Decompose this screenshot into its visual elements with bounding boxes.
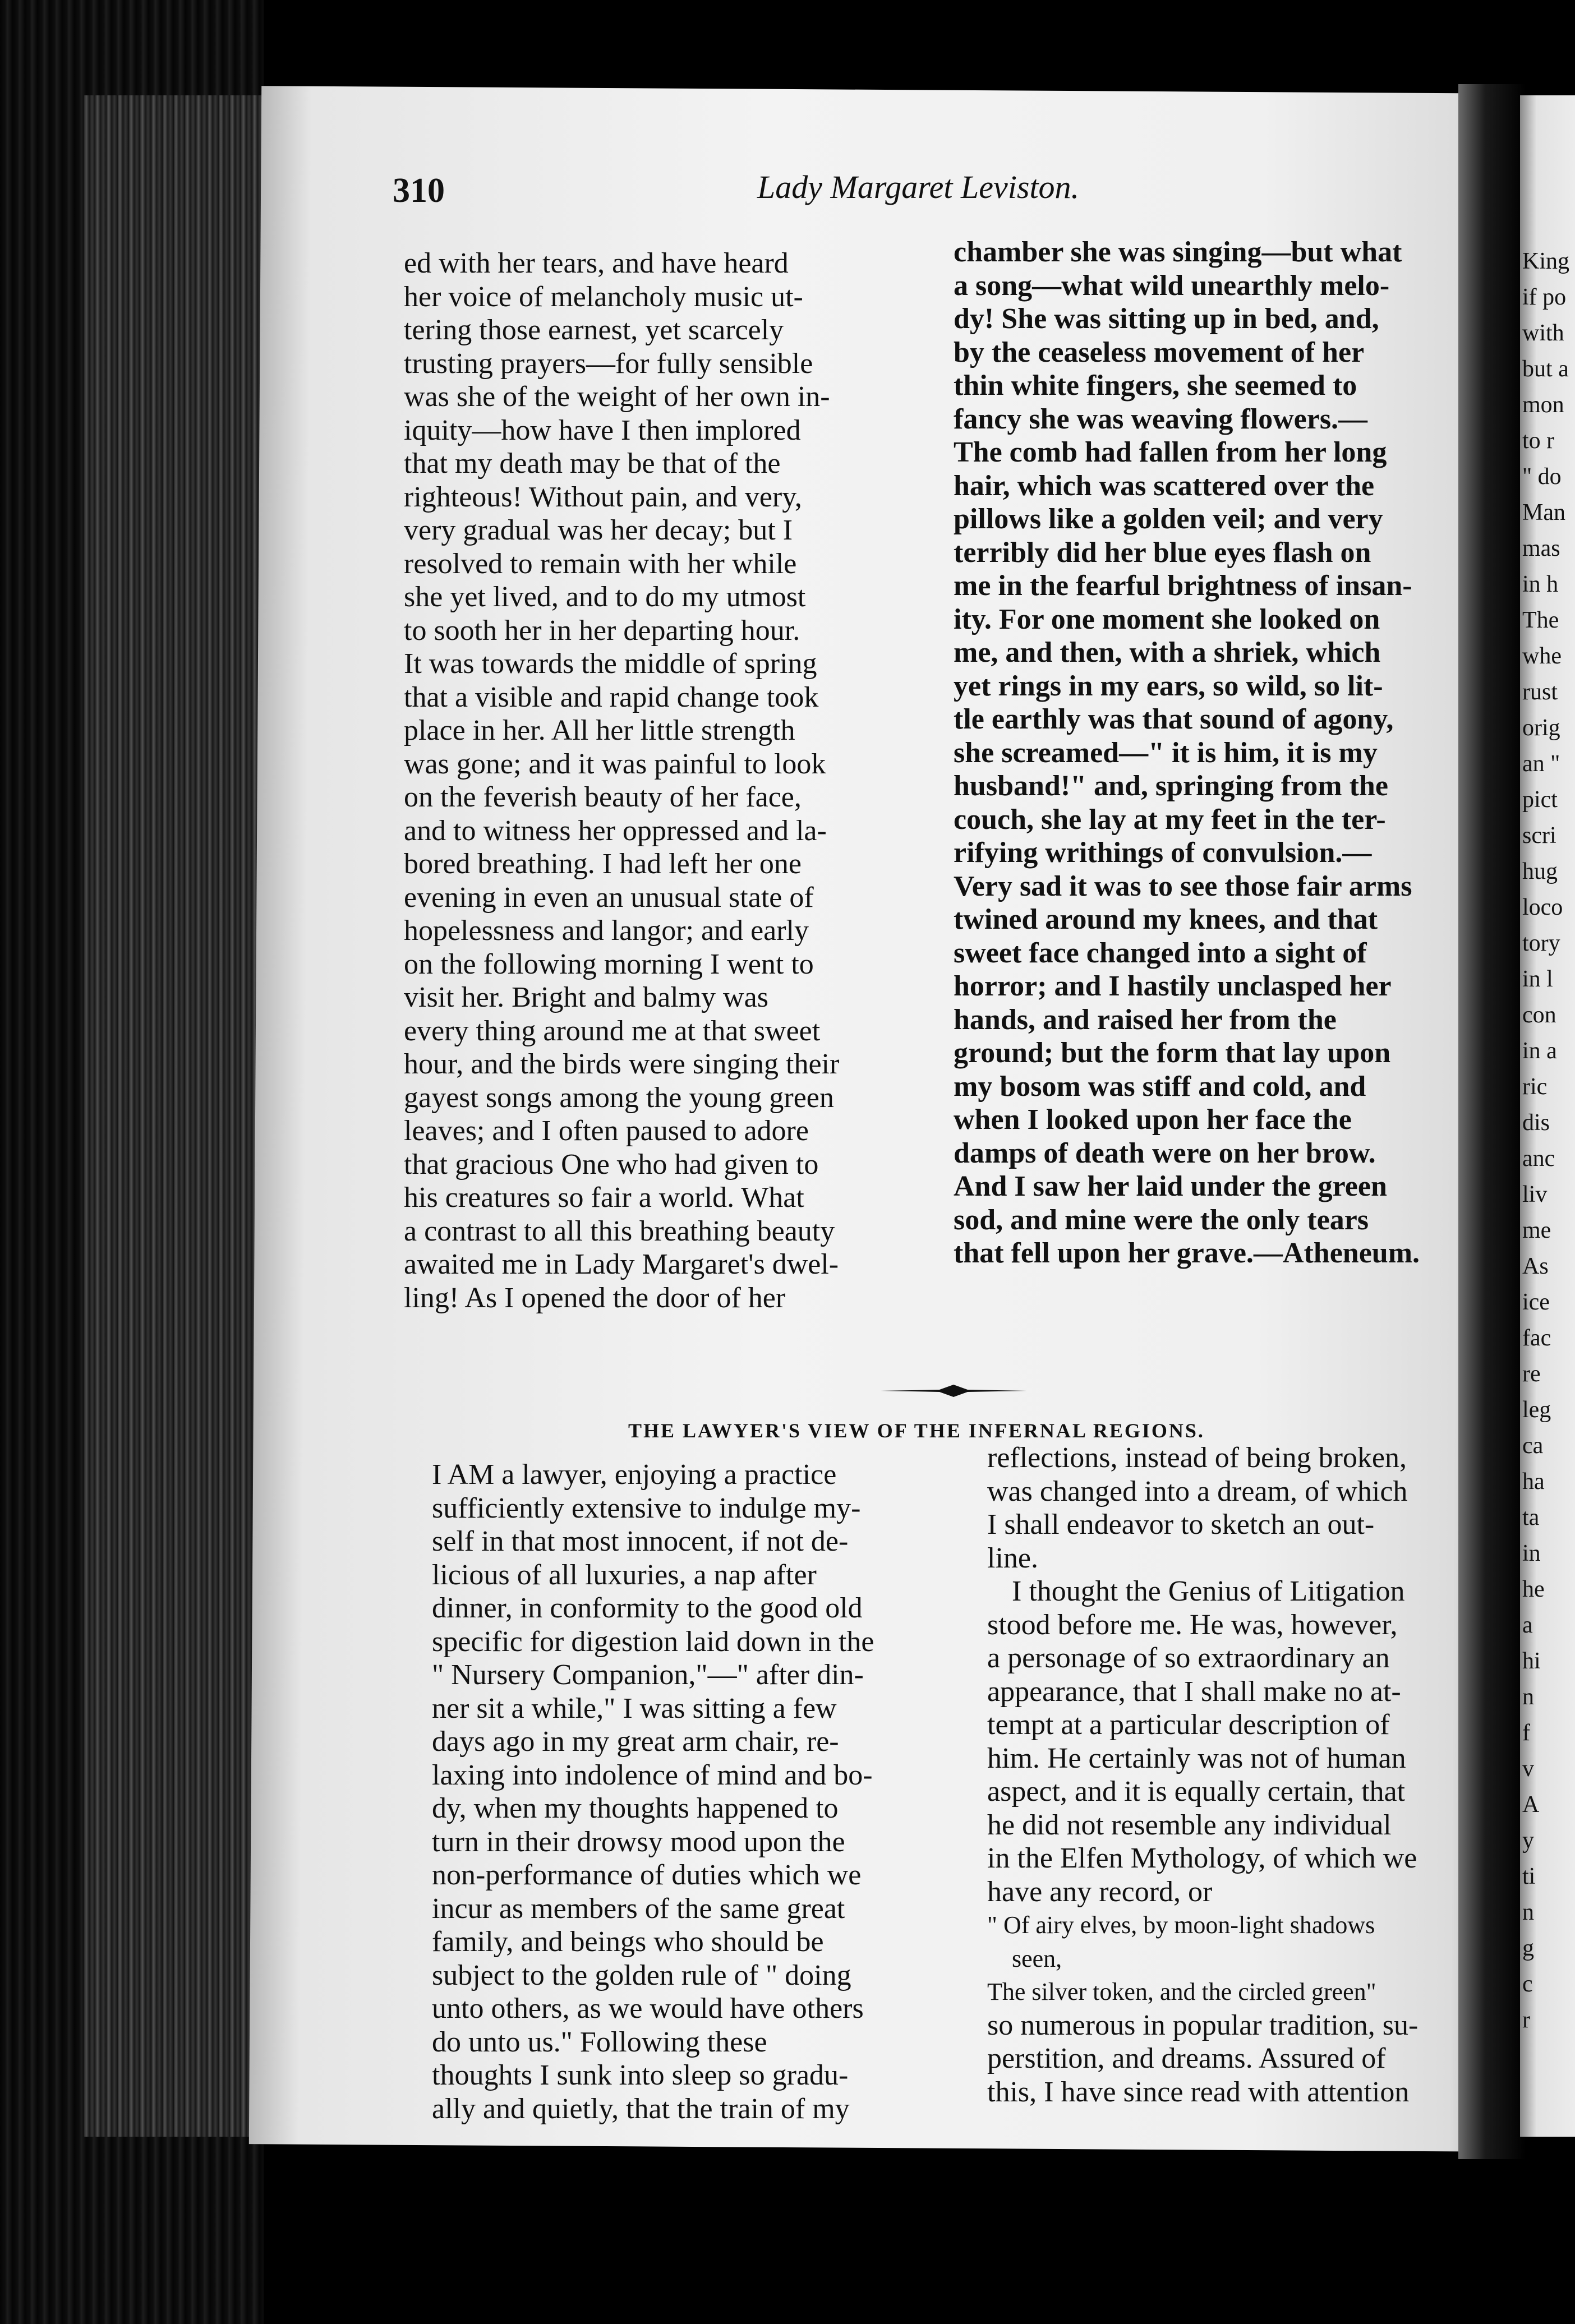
text-line: dy, when my thoughts happened to [432, 1792, 839, 1824]
text-line: that fell upon her grave.—Atheneum. [954, 1237, 1420, 1269]
facing-page-fragment: ca [1522, 1433, 1544, 1459]
text-line: a song—what wild unearthly melo- [954, 269, 1390, 302]
facing-page-fragment: dis [1522, 1110, 1550, 1136]
facing-page-fragment: with [1522, 320, 1564, 346]
text-line: line. [987, 1542, 1038, 1574]
facing-page-fragment: rust [1522, 679, 1558, 705]
text-line: gayest songs among the young green [404, 1081, 834, 1114]
text-line: couch, she lay at my feet in the ter- [954, 803, 1386, 836]
text-line: subject to the golden rule of " doing [432, 1959, 851, 1991]
ornamental-divider [881, 1382, 1026, 1399]
facing-page-fragment: r [1522, 2007, 1530, 2033]
text-line: when I looked upon her face the [954, 1104, 1352, 1136]
text-line: very gradual was her decay; but I [404, 514, 793, 546]
text-line: rifying writhings of convulsion.— [954, 837, 1372, 869]
page-number: 310 [393, 172, 445, 210]
facing-page-fragment: King [1522, 248, 1569, 274]
text-line: Very sad it was to see those fair arms [954, 870, 1412, 902]
facing-page-fragment: in l [1522, 966, 1553, 992]
text-line: The silver token, and the circled green" [987, 1978, 1376, 2005]
facing-page-fragment: f [1522, 1720, 1530, 1746]
text-line: I shall endeavor to sketch an out- [987, 1509, 1375, 1541]
text-line: iquity—how have I then implored [404, 414, 801, 446]
facing-page-fragment: ric [1522, 1074, 1548, 1100]
text-line: hair, which was scattered over the [954, 469, 1375, 502]
text-line: in the Elfen Mythology, of which we [987, 1842, 1417, 1874]
text-line: a personage of so extraordinary an [987, 1642, 1390, 1674]
text-line: I thought the Genius of Litigation [1012, 1575, 1405, 1607]
facing-page-fragment: re [1522, 1361, 1541, 1387]
facing-page-fragment: c [1522, 1971, 1533, 1997]
text-line: It was towards the middle of spring [404, 648, 817, 680]
text-line: place in her. All her little strength [404, 714, 795, 746]
text-line: have any record, or [987, 1875, 1213, 1908]
text-line: horror; and I hastily unclasped her [954, 970, 1392, 1002]
text-line: ground; but the form that lay upon [954, 1037, 1391, 1069]
text-line: twined around my knees, and that [954, 903, 1378, 935]
text-line: me, and then, with a shriek, which [954, 637, 1381, 668]
section-heading: THE LAWYER'S VIEW OF THE INFERNAL REGIONS. [628, 1419, 1205, 1442]
text-line: sweet face changed into a sight of [954, 937, 1367, 969]
text-line: to sooth her in her departing hour. [404, 614, 800, 647]
facing-page-fragment: " do [1522, 464, 1562, 490]
facing-page-fragment: whe [1522, 643, 1562, 669]
text-line: reflections, instead of being broken, [987, 1442, 1407, 1474]
text-line: licious of all luxuries, a nap after [432, 1558, 817, 1591]
text-line: appearance, that I shall make no at- [987, 1675, 1401, 1708]
column-b [954, 236, 1486, 1270]
facing-page-fragment: ice [1522, 1289, 1550, 1315]
text-line: that my death may be that of the [404, 448, 781, 479]
text-line: visit her. Bright and balmy was [404, 981, 768, 1013]
text-line: sod, and mine were the only tears [954, 1204, 1369, 1236]
text-line: ling! As I opened the door of her [404, 1281, 786, 1314]
facing-page-fragment: in [1522, 1541, 1541, 1566]
text-line: stood before me. He was, however, [987, 1608, 1398, 1641]
text-line: sufficiently extensive to indulge my- [432, 1492, 861, 1524]
running-title: Lady Margaret Leviston. [757, 169, 1080, 205]
facing-page-fragment: but a [1522, 356, 1569, 382]
text-line: self in that most innocent, if not de- [432, 1525, 849, 1557]
facing-page-fragment: mon [1522, 392, 1564, 418]
facing-page-fragment: loco [1522, 894, 1563, 920]
text-line: chamber she was singing—but what [954, 236, 1402, 268]
facing-page-fragment: anc [1522, 1146, 1555, 1172]
facing-page-fragment: he [1522, 1576, 1545, 1602]
text-line: pillows like a golden veil; and very [954, 503, 1383, 535]
text-line: a contrast to all this breathing beauty [404, 1215, 835, 1247]
facing-page-fragment: tory [1522, 930, 1560, 956]
book-fore-edges [84, 95, 264, 2137]
text-line: my bosom was stiff and cold, and [954, 1070, 1366, 1103]
column-d [987, 1441, 1526, 2109]
text-line: turn in their drowsy mood upon the [432, 1825, 845, 1858]
text-line: dy! She was sitting up in bed, and, [954, 303, 1379, 335]
facing-page-fragment: in h [1522, 571, 1559, 597]
facing-page-fragment: liv [1522, 1182, 1548, 1207]
column-c [432, 1458, 965, 2125]
text-line: perstition, and dreams. Assured of [987, 2042, 1386, 2074]
text-line: hour, and the birds were singing their [404, 1048, 840, 1080]
text-line: tempt at a particular description of [987, 1709, 1390, 1741]
facing-page-fragment: a [1522, 1612, 1533, 1638]
text-line: hands, and raised her from the [954, 1003, 1337, 1036]
facing-page-fragment: v [1522, 1756, 1534, 1782]
facing-page-fragment: con [1522, 1002, 1556, 1028]
text-line: ity. For one moment she looked on [954, 603, 1380, 635]
text-line: on the feverish beauty of her face, [404, 781, 802, 813]
text-line: " Nursery Companion,"—" after din- [432, 1659, 864, 1691]
text-line: do unto us." Following these [432, 2026, 767, 2058]
text-line: was gone; and it was painful to look [404, 748, 826, 780]
text-line: tering those earnest, yet scarcely [404, 314, 784, 346]
text-line: on the following morning I went to [404, 948, 814, 980]
text-line: resolved to remain with her while [404, 547, 797, 580]
text-line: me in the fearful brightness of insan- [954, 570, 1412, 602]
facing-page-fragment: The [1522, 607, 1559, 633]
text-line: I AM a lawyer, enjoying a practice [432, 1459, 837, 1491]
facing-page-fragment: scri [1522, 823, 1556, 849]
text-line: was changed into a dream, of which [987, 1475, 1408, 1507]
facing-page-fragment: Man [1522, 500, 1565, 525]
text-line: dinner, in conformity to the good old [432, 1592, 863, 1624]
text-line: this, I have since read with attention [987, 2076, 1410, 2108]
text-line: seen, [1012, 1944, 1062, 1972]
text-line: yet rings in my ears, so wild, so lit- [954, 670, 1383, 702]
text-line: ner sit a while," I was sitting a few [432, 1692, 837, 1724]
facing-page-fragment: ta [1522, 1505, 1540, 1530]
text-line: every thing around me at that sweet [404, 1015, 821, 1047]
text-line: was she of the weight of her own in- [404, 381, 830, 413]
text-line: tle earthly was that sound of agony, [954, 703, 1394, 735]
text-line: by the ceaseless movement of her [954, 336, 1365, 368]
text-line: damps of death were on her brow. [954, 1137, 1376, 1169]
text-line: husband!" and, springing from the [954, 770, 1388, 802]
text-line: non-performance of duties which we [432, 1859, 862, 1891]
facing-page-fragment: in a [1522, 1038, 1557, 1064]
text-line: specific for digestion laid down in the [432, 1625, 874, 1658]
text-line: unto others, as we would have others [432, 1993, 864, 2025]
text-line: so numerous in popular tradition, su- [987, 2009, 1419, 2041]
text-line: that gracious One who had given to [404, 1148, 819, 1181]
text-line: she yet lived, and to do my utmost [404, 581, 806, 613]
facing-page-fragment: orig [1522, 715, 1560, 741]
text-line: ed with her tears, and have heard [404, 247, 789, 279]
facing-page-fragment: me [1522, 1218, 1551, 1243]
facing-page-fragment: n [1522, 1899, 1534, 1925]
text-line: righteous! Without pain, and very, [404, 481, 802, 513]
text-line: he did not resemble any individual [987, 1809, 1392, 1841]
facing-page-fragment: As [1522, 1253, 1549, 1279]
text-line: thoughts I sunk into sleep so gradu- [432, 2059, 849, 2091]
text-line: bored breathing. I had left her one [404, 848, 802, 880]
facing-page-fragment: hug [1522, 859, 1558, 884]
text-line: incur as members of the same great [432, 1892, 845, 1925]
text-line: trusting prayers—for fully sensible [404, 347, 813, 380]
text-line: terribly did her blue eyes flash on [954, 536, 1371, 569]
text-line: awaited me in Lady Margaret's dwel- [404, 1248, 839, 1280]
facing-page-fragment: hi [1522, 1648, 1541, 1674]
text-line: her voice of melancholy music ut- [404, 280, 803, 313]
facing-page-fragment: if po [1522, 284, 1567, 310]
text-line: thin white fingers, she seemed to [954, 370, 1357, 402]
facing-page-fragment: pict [1522, 787, 1558, 813]
text-line: leaves; and I often paused to adore [404, 1115, 809, 1147]
text-line: she screamed—" it is him, it is my [954, 736, 1378, 769]
text-line: fancy she was weaving flowers.— [954, 403, 1368, 435]
facing-page-fragment: ti [1522, 1864, 1536, 1889]
facing-page-fragment: to r [1522, 428, 1555, 454]
column-a [404, 247, 937, 1315]
facing-page-fragment: ha [1522, 1469, 1545, 1495]
facing-page-fragment: leg [1522, 1397, 1551, 1423]
text-line: aspect, and it is equally certain, that [987, 1776, 1406, 1807]
facing-page-fragment: A [1522, 1792, 1540, 1818]
text-line: family, and beings who should be [432, 1926, 824, 1958]
facing-page-fragment: y [1522, 1828, 1534, 1853]
facing-page-edge [1520, 95, 1575, 2137]
text-line: hopelessness and langor; and early [404, 915, 809, 947]
text-line: ally and quietly, that the train of my [432, 2092, 850, 2125]
text-line: him. He certainly was not of human [987, 1742, 1406, 1774]
text-line: his creatures so fair a world. What [404, 1182, 804, 1214]
text-line: evening in even an unusual state of [404, 881, 814, 914]
text-line: that a visible and rapid change took [404, 681, 819, 713]
text-line: days ago in my great arm chair, re- [432, 1726, 839, 1758]
text-line: laxing into indolence of mind and bo- [432, 1759, 873, 1791]
facing-page-fragment: fac [1522, 1325, 1551, 1351]
text-line: The comb had fallen from her long [954, 436, 1387, 468]
text-line: and to witness her oppressed and la- [404, 814, 827, 847]
facing-page-fragment: n [1522, 1684, 1534, 1710]
text-line: And I saw her laid under the green [954, 1170, 1387, 1202]
facing-page-fragment: mas [1522, 536, 1560, 561]
text-line: " Of airy elves, by moon-light shadows [987, 1911, 1375, 1939]
facing-page-fragment: g [1522, 1935, 1534, 1961]
facing-page-fragment: an " [1522, 751, 1560, 777]
